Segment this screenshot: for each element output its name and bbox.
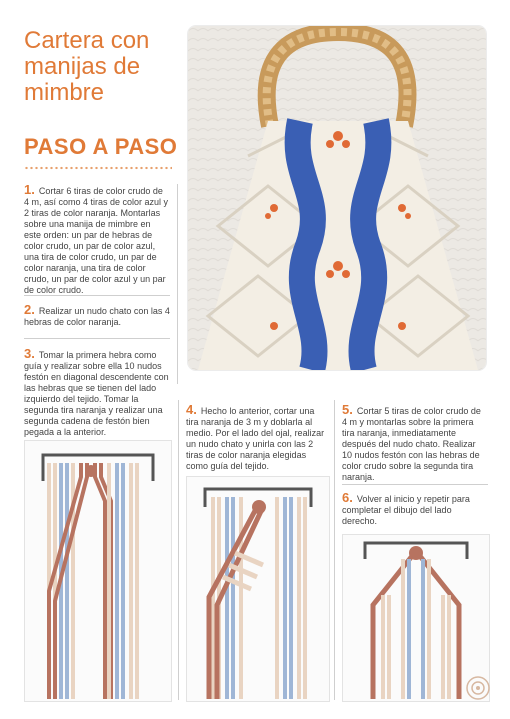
step-3-diagram [24, 440, 172, 702]
step-2-text: Realizar un nudo chato con las 4 hebras de color naranja. [24, 306, 170, 327]
step-4-text: Hecho lo anterior, cortar una tira naranja de 3 m y doblarla al medio. Por el lado del ojal, realizar un nudo chato y unirla con las 2 tiras de color naranja elegidas como guía del tejido. [186, 406, 325, 471]
bag-photo [188, 26, 486, 370]
step-4-number: 4. [186, 402, 197, 417]
section-title: PASO A PASO [24, 134, 178, 159]
column-divider [177, 184, 178, 384]
step-6 [342, 492, 488, 527]
step-3-knot-diagram [25, 441, 171, 701]
step-5-number: 5. [342, 402, 353, 417]
step-3-number: 3. [24, 346, 35, 361]
mandala-logo-icon [466, 676, 490, 700]
step-divider [342, 484, 488, 485]
column-divider [334, 400, 335, 700]
macrame-bag-illustration [188, 26, 486, 370]
step-2-number: 2. [24, 302, 35, 317]
step-2 [24, 304, 170, 328]
step-6-number: 6. [342, 490, 353, 505]
step-1-text: Cortar 6 tiras de color crudo de 4 m, así como 4 tiras de color azul y 2 tiras de color naranja. Montarlas sobre una manija de mimbre en este orden: un par de hebras de color crudo, un par de color azul, una tira de color crudo, un par de color naranja, una tira de color crudo, un par de color azul y un par de color crudo. [24, 186, 169, 295]
step-1-number: 1. [24, 182, 35, 197]
step-4 [186, 404, 328, 472]
step-divider [24, 295, 170, 296]
step-6-text: Volver al inicio y repetir para completar el dibujo del lado derecho. [342, 494, 470, 526]
step-divider [24, 338, 170, 339]
step-5 [342, 404, 488, 483]
step-4-diagram [186, 476, 330, 702]
step-4-knot-diagram [187, 477, 329, 701]
column-divider [178, 400, 179, 700]
step-3 [24, 348, 170, 438]
step-3-text: Tomar la primera hebra como guía y realizar sobre ella 10 nudos festón en diagonal descendente con las hebras que se tienen del lado izquierdo del tejido. Tomar la segunda tira naranja y realizar una segunda cadena de festón bien pegada a la anterior. [24, 350, 169, 437]
dotted-divider [24, 166, 172, 170]
step-1 [24, 184, 170, 296]
step-5-text: Cortar 5 tiras de color crudo de 4 m y montarlas sobre la primera tira naranja, inmediatamente después del nudo chato. Realizar 10 nudos festón con las hebras de color crudo sobre la segunda tira naranja. [342, 406, 481, 482]
page-title: Cartera con manijas de mimbre [24, 27, 150, 106]
